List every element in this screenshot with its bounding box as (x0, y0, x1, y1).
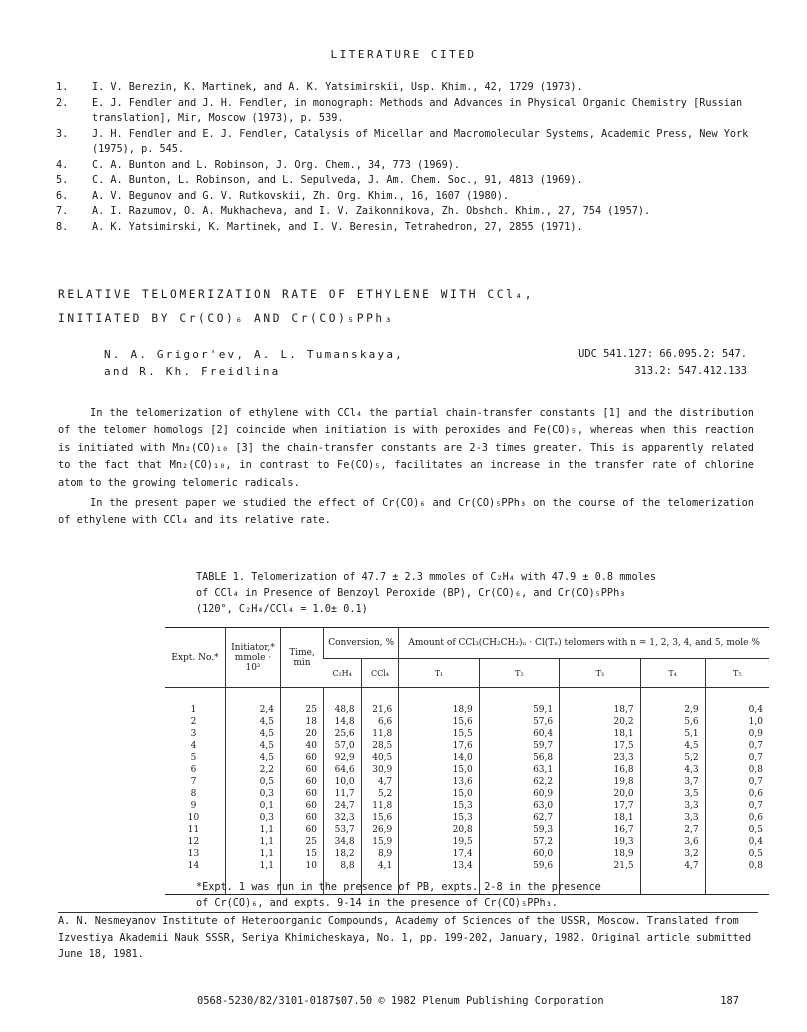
table-cell: 8,9 (361, 848, 399, 860)
table-cell: 10 (281, 860, 324, 895)
table-cell: 63,0 (479, 800, 559, 812)
table-cell: 8 (190, 789, 197, 799)
table-cell: 60,0 (479, 848, 559, 860)
table-cell: 34,8 (324, 836, 362, 848)
table-cell: 14 (187, 861, 200, 871)
udc-line-2: 313.2: 547.412.133 (634, 365, 747, 377)
table-cell: 56,8 (479, 752, 559, 764)
table-cell: 4,5 (640, 740, 705, 752)
telomerization-table (165, 627, 769, 895)
table-cell: 57,6 (479, 716, 559, 728)
table-cell: 13,6 (399, 776, 479, 788)
table-row (165, 728, 769, 740)
table-cell: 62,7 (479, 812, 559, 824)
table-cell: 59,6 (479, 860, 559, 895)
table-cell: 59,1 (479, 688, 559, 717)
col-amount-header: Amount of CCl₃(CH₂CH₂)ₙ · Cl(Tₙ) telomers with n = 1, 2, 3, 4, and 5, mole % (399, 628, 769, 659)
table-cell: 28,5 (361, 740, 399, 752)
table-cell: 4,1 (361, 860, 399, 895)
table-cell: 11,8 (361, 800, 399, 812)
table-cell: 20,8 (399, 824, 479, 836)
table-cell: 20,0 (560, 788, 640, 800)
table-cell: 0,8 (705, 764, 769, 776)
table-row (165, 824, 769, 836)
authors (104, 346, 404, 380)
table-row (165, 776, 769, 788)
table-cell: 13 (187, 849, 200, 859)
table-cell: 3,2 (640, 848, 705, 860)
table-cell: 18,7 (560, 688, 640, 717)
col-t4-header: T₄ (640, 659, 705, 688)
table-cell: 60 (281, 764, 324, 776)
table-row (165, 688, 769, 717)
col-expt-header: Expt. No.* (165, 628, 226, 688)
table-cell: 40 (281, 740, 324, 752)
table-cell: 0,7 (705, 752, 769, 764)
table-cell: 0,7 (705, 776, 769, 788)
table-cell: 53,7 (324, 824, 362, 836)
table-cell: 9 (190, 801, 197, 811)
udc-code (578, 346, 747, 380)
table-cell: 0,5 (705, 848, 769, 860)
table-row (165, 752, 769, 764)
table-row (165, 764, 769, 776)
table-cell: 15,0 (399, 764, 479, 776)
table-cell: 63,1 (479, 764, 559, 776)
table-cell: 4,7 (640, 860, 705, 895)
table-cell: 60,9 (479, 788, 559, 800)
table-cell: 11,7 (324, 788, 362, 800)
table-cell: 2 (190, 717, 197, 727)
table-row (165, 848, 769, 860)
table-cell: 17,5 (560, 740, 640, 752)
table-cell: 5 (190, 753, 197, 763)
table-cell: 0,4 (705, 836, 769, 848)
table-cell: 59,3 (479, 824, 559, 836)
table-row (165, 716, 769, 728)
reference-item: 8. A. K. Yatsimirski, K. Martinek, and I. V. Beresin, Tetrahedron, 27, 2855 (1971). (56, 221, 583, 233)
table-cell: 18,9 (399, 688, 479, 717)
col-t1-header: T₁ (399, 659, 479, 688)
table-cell: 5,6 (640, 716, 705, 728)
intro-paragraph-1: In the telomerization of ethylene with CCl₄ the partial chain-transfer constants [1] and the distribution of the telomer homologs [2] coincide when initiation is with peroxides and Fe(CO)₅, whereas when this reaction is initiated with Mn₂(CO)₁₀ [3] the chain-transfer constants are 2-3 times greater. This is apparently related to the fact that Mn₂(CO)₁₀, in contrast to Fe(CO)₅, facilitates an increase in the transfer rate of chlorine atom to the growing telomeric radicals. (58, 407, 754, 489)
table-cell: 15 (281, 848, 324, 860)
table-cell: 60 (281, 800, 324, 812)
table-cell: 12 (187, 837, 200, 847)
table-cell: 4,5 (226, 716, 281, 728)
table-cell: 1,1 (226, 836, 281, 848)
authors-line-1: N. A. Grigor'ev, A. L. Tumanskaya, (104, 348, 404, 361)
col-conversion-header: Conversion, % (324, 628, 399, 659)
table-cell: 60,4 (479, 728, 559, 740)
table-cell: 14,8 (324, 716, 362, 728)
table-cell: 13,4 (399, 860, 479, 895)
table-cell: 5,2 (640, 752, 705, 764)
table-cell: 20 (281, 728, 324, 740)
table-cell: 1,1 (226, 824, 281, 836)
table-cell: 0,5 (705, 824, 769, 836)
col-initiator-header: Initiator,* mmole · 10² (226, 628, 281, 688)
table-cell: 1,1 (226, 860, 281, 895)
table-cell: 0,6 (705, 788, 769, 800)
page-number: 187 (720, 995, 739, 1007)
table-cell: 3 (190, 729, 197, 739)
table-cell: 3,3 (640, 812, 705, 824)
table-cell: 4,5 (226, 740, 281, 752)
table-cell: 3,6 (640, 836, 705, 848)
table-row (165, 836, 769, 848)
table-cell: 0,3 (226, 788, 281, 800)
table-footnote: *Expt. 1 was run in the presence of PB, expts. 2-8 in the presence of Cr(CO)₆, and expts. 9-14 in the presence of Cr(CO)₅PPh₃. (196, 882, 601, 909)
table-cell: 0,7 (705, 740, 769, 752)
institution-note: A. N. Nesmeyanov Institute of Heteroorganic Compounds, Academy of Sciences of the USSR, Moscow. Translated from Izvestiya Akademii Nauk SSSR, Seriya Khimicheskaya, No. 1, pp. 199-202, January, 1982. Original article submitted June 18, 1981. (58, 916, 752, 961)
table-cell: 3,3 (640, 800, 705, 812)
table-cell: 0,9 (705, 728, 769, 740)
literature-cited-heading: LITERATURE CITED (330, 48, 477, 61)
table-cell: 17,7 (560, 800, 640, 812)
table-cell: 18,1 (560, 728, 640, 740)
table-cell: 20,2 (560, 716, 640, 728)
table-cell: 40,5 (361, 752, 399, 764)
table-cell: 48,8 (324, 688, 362, 717)
article-title-line-2: INITIATED BY Cr(CO)₆ AND Cr(CO)₅PPh₃ (58, 312, 395, 325)
table-cell: 21,5 (560, 860, 640, 895)
table-cell: 17,6 (399, 740, 479, 752)
table-cell: 8,8 (324, 860, 362, 895)
table-cell: 0,8 (705, 860, 769, 895)
table-cell: 15,3 (399, 800, 479, 812)
table-cell: 19,8 (560, 776, 640, 788)
table-cell: 11,8 (361, 728, 399, 740)
table-cell: 15,6 (399, 716, 479, 728)
table-cell: 7 (190, 777, 197, 787)
col-c2h4-header: C₂H₄ (324, 659, 362, 688)
table-cell: 21,6 (361, 688, 399, 717)
table-cell: 10 (187, 813, 200, 823)
col-ccl4-header: CCl₄ (361, 659, 399, 688)
table-cell: 0,7 (705, 800, 769, 812)
table-cell: 1 (190, 705, 197, 715)
table-cell: 2,4 (226, 688, 281, 717)
reference-item: 5. C. A. Bunton, L. Robinson, and L. Sepulveda, J. Am. Chem. Soc., 91, 4813 (1969). (56, 175, 583, 186)
table-cell: 15,3 (399, 812, 479, 824)
table-row (165, 800, 769, 812)
table-cell: 60 (281, 752, 324, 764)
table-cell: 59,7 (479, 740, 559, 752)
table-cell: 0,6 (705, 812, 769, 824)
table-cell: 2,9 (640, 688, 705, 717)
table-cell: 15,9 (361, 836, 399, 848)
table-cell: 15,6 (361, 812, 399, 824)
table-cell: 1,1 (226, 848, 281, 860)
table-cell: 25 (281, 836, 324, 848)
col-t5-header: T₅ (705, 659, 769, 688)
footer-rule (58, 912, 758, 913)
table-cell: 57,0 (324, 740, 362, 752)
table-cell: 60 (281, 788, 324, 800)
intro-paragraph-2: In the present paper we studied the effect of Cr(CO)₆ and Cr(CO)₅PPh₃ on the course of the telomerization of ethylene with CCl₄ and its relative rate. (58, 497, 754, 527)
footer-code: 0568-5230/82/3101-0187$07.50 © 1982 Plenum Publishing Corporation (197, 995, 604, 1007)
authors-line-2: and R. Kh. Freidlina (104, 365, 281, 378)
reference-item: 7. A. I. Razumov, O. A. Mukhacheva, and I. V. Zaikonnikova, Zh. Obshch. Khim., 27, 754 (1957). (56, 206, 651, 217)
table-cell: 18 (281, 716, 324, 728)
table-cell: 64,6 (324, 764, 362, 776)
table-cell: 26,9 (361, 824, 399, 836)
table-cell: 14,0 (399, 752, 479, 764)
table-cell: 57,2 (479, 836, 559, 848)
table-cell: 16,7 (560, 824, 640, 836)
table-cell: 4 (190, 741, 197, 751)
table-cell: 18,1 (560, 812, 640, 824)
table-cell: 0,1 (226, 800, 281, 812)
reference-item: 6. A. V. Begunov and G. V. Rutkovskii, Zh. Org. Khim., 16, 1607 (1980). (56, 190, 510, 202)
table-cell: 32,3 (324, 812, 362, 824)
table-cell: 24,7 (324, 800, 362, 812)
table-cell: 19,3 (560, 836, 640, 848)
udc-line-1: UDC 541.127: 66.095.2: 547. (578, 348, 747, 360)
table-cell: 11 (187, 825, 200, 835)
table-cell: 18,2 (324, 848, 362, 860)
reference-list (56, 80, 756, 235)
table-cell: 92,9 (324, 752, 362, 764)
table-cell: 0,3 (226, 812, 281, 824)
table-cell: 60 (281, 776, 324, 788)
col-t3-header: T₃ (560, 659, 640, 688)
col-t2-header: T₂ (479, 659, 559, 688)
table-cell: 1,0 (705, 716, 769, 728)
table-caption: TABLE 1. Telomerization of 47.7 ± 2.3 mmoles of C₂H₄ with 47.9 ± 0.8 mmoles of CCl₄ in Presence of Benzoyl Peroxide (BP), Cr(CO)₆, and Cr(CO)₅PPh₃ (120°, C₂H₄/CCl₄ = 1.0± 0.1) (196, 572, 657, 615)
table-cell: 60 (281, 812, 324, 824)
table-cell: 0,5 (226, 776, 281, 788)
table-cell: 4,5 (226, 752, 281, 764)
reference-item: 4. C. A. Bunton and L. Robinson, J. Org. Chem., 34, 773 (1969). (56, 159, 461, 171)
table-cell: 4,7 (361, 776, 399, 788)
table-cell: 18,9 (560, 848, 640, 860)
table-cell: 15,0 (399, 788, 479, 800)
table-cell: 23,3 (560, 752, 640, 764)
reference-item: 3. J. H. Fendler and E. J. Fendler, Catalysis of Micellar and Macromolecular Systems, Academic Press, New York (1975), p. 545. (56, 128, 749, 155)
table-cell: 6,6 (361, 716, 399, 728)
table-cell: 6 (190, 765, 197, 775)
reference-item: 2. E. J. Fendler and J. H. Fendler, in monograph: Methods and Advances in Physical Organic Chemistry [Russian translation], Mir, Moscow (1973), p. 539. (56, 97, 743, 124)
table-cell: 62,2 (479, 776, 559, 788)
table-cell: 4,3 (640, 764, 705, 776)
table-cell: 4,5 (226, 728, 281, 740)
table-cell: 5,2 (361, 788, 399, 800)
article-title-line-1: RELATIVE TELOMERIZATION RATE OF ETHYLENE WITH CCl₄, (58, 288, 535, 301)
table-cell: 19,5 (399, 836, 479, 848)
table-row (165, 812, 769, 824)
table-cell: 16,8 (560, 764, 640, 776)
col-time-header: Time, min (281, 628, 324, 688)
table-row (165, 788, 769, 800)
table-cell: 60 (281, 824, 324, 836)
table-cell: 3,5 (640, 788, 705, 800)
table-cell: 0,4 (705, 688, 769, 717)
table-cell: 25,6 (324, 728, 362, 740)
table-cell: 15,5 (399, 728, 479, 740)
table-cell: 30,9 (361, 764, 399, 776)
table-cell: 2,2 (226, 764, 281, 776)
table-cell: 17,4 (399, 848, 479, 860)
table-row (165, 740, 769, 752)
table-cell: 10,0 (324, 776, 362, 788)
table-body (165, 688, 769, 895)
table-cell: 3,7 (640, 776, 705, 788)
table-cell: 25 (281, 688, 324, 717)
table-cell: 5,1 (640, 728, 705, 740)
reference-item: 1. I. V. Berezin, K. Martinek, and A. K. Yatsimirskii, Usp. Khim., 42, 1729 (1973). (56, 82, 583, 93)
table-cell: 2,7 (640, 824, 705, 836)
